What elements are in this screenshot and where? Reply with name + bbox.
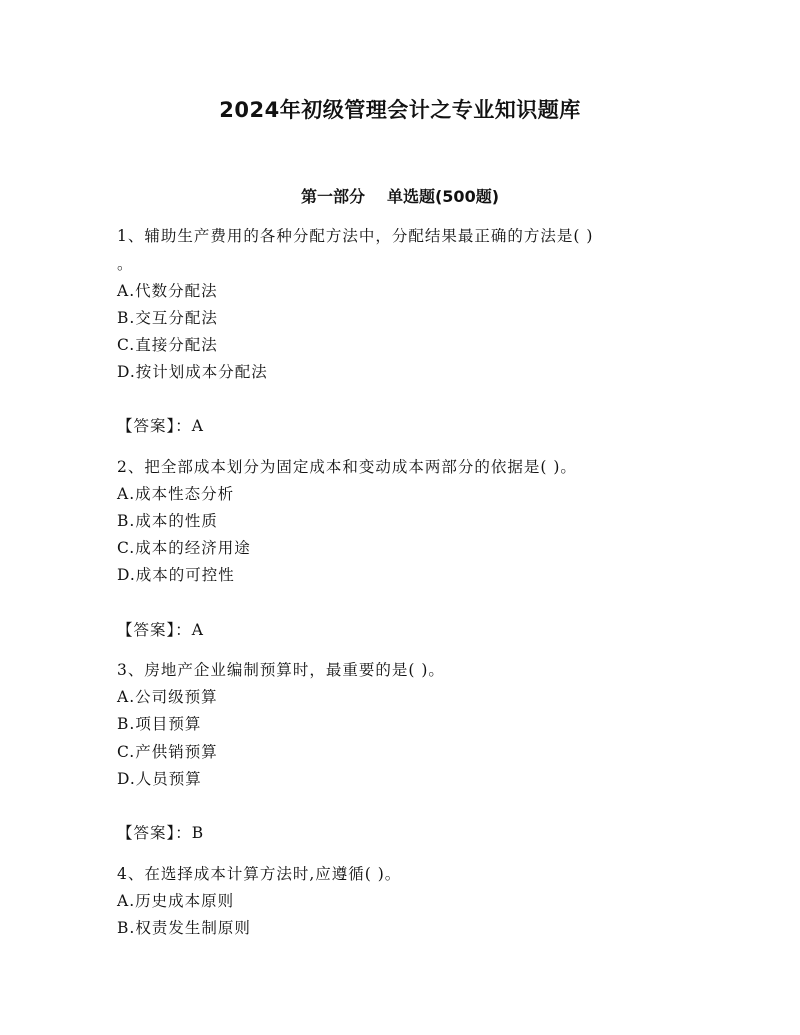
question-3-option-d: D.人员预算 (117, 770, 202, 788)
question-1-answer (117, 416, 204, 436)
question-3-option-c: C.产供销预算 (117, 743, 218, 761)
question-2-answer (117, 620, 204, 640)
answer-label: 【答案】： (117, 824, 192, 842)
question-2-option-d: D.成本的可控性 (117, 566, 235, 584)
answer-label: 【答案】： (117, 417, 192, 435)
question-4-option-a: A.历史成本原则 (117, 892, 235, 910)
question-1-option-d: D.按计划成本分配法 (117, 363, 268, 381)
section-heading (0, 184, 800, 207)
question-1-option-c: C.直接分配法 (117, 336, 218, 354)
question-2-stem: 2、把全部成本划分为固定成本和变动成本两部分的依据是( )。 (117, 458, 577, 476)
question-2-option-a: A.成本性态分析 (117, 485, 235, 503)
question-1-stem: 1、辅助生产费用的各种分配方法中，分配结果最正确的方法是( ) (117, 227, 594, 245)
question-4-stem: 4、在选择成本计算方法时,应遵循( )。 (117, 865, 402, 883)
question-2-option-b: B.成本的性质 (117, 512, 218, 530)
answer-value: A (191, 417, 204, 435)
answer-value: A (191, 621, 204, 639)
question-3-answer (117, 823, 204, 843)
question-3-option-a: A.公司级预算 (117, 688, 218, 706)
section-name: 单选题(500题) (386, 187, 500, 206)
answer-label: 【答案】： (117, 621, 192, 639)
question-1-option-b: B.交互分配法 (117, 309, 218, 327)
question-1-option-a: A.代数分配法 (117, 282, 218, 300)
question-1-stem-continued: 。 (117, 255, 134, 273)
document-title: 2024年初级管理会计之专业知识题库 (219, 98, 581, 122)
question-3-option-b: B.项目预算 (117, 715, 202, 733)
section-part: 第一部分 (300, 187, 365, 206)
answer-value: B (191, 824, 205, 842)
question-4-option-b: B.权责发生制原则 (117, 919, 251, 937)
question-2-option-c: C.成本的经济用途 (117, 539, 251, 557)
question-3-stem: 3、房地产企业编制预算时，最重要的是( )。 (117, 661, 445, 679)
